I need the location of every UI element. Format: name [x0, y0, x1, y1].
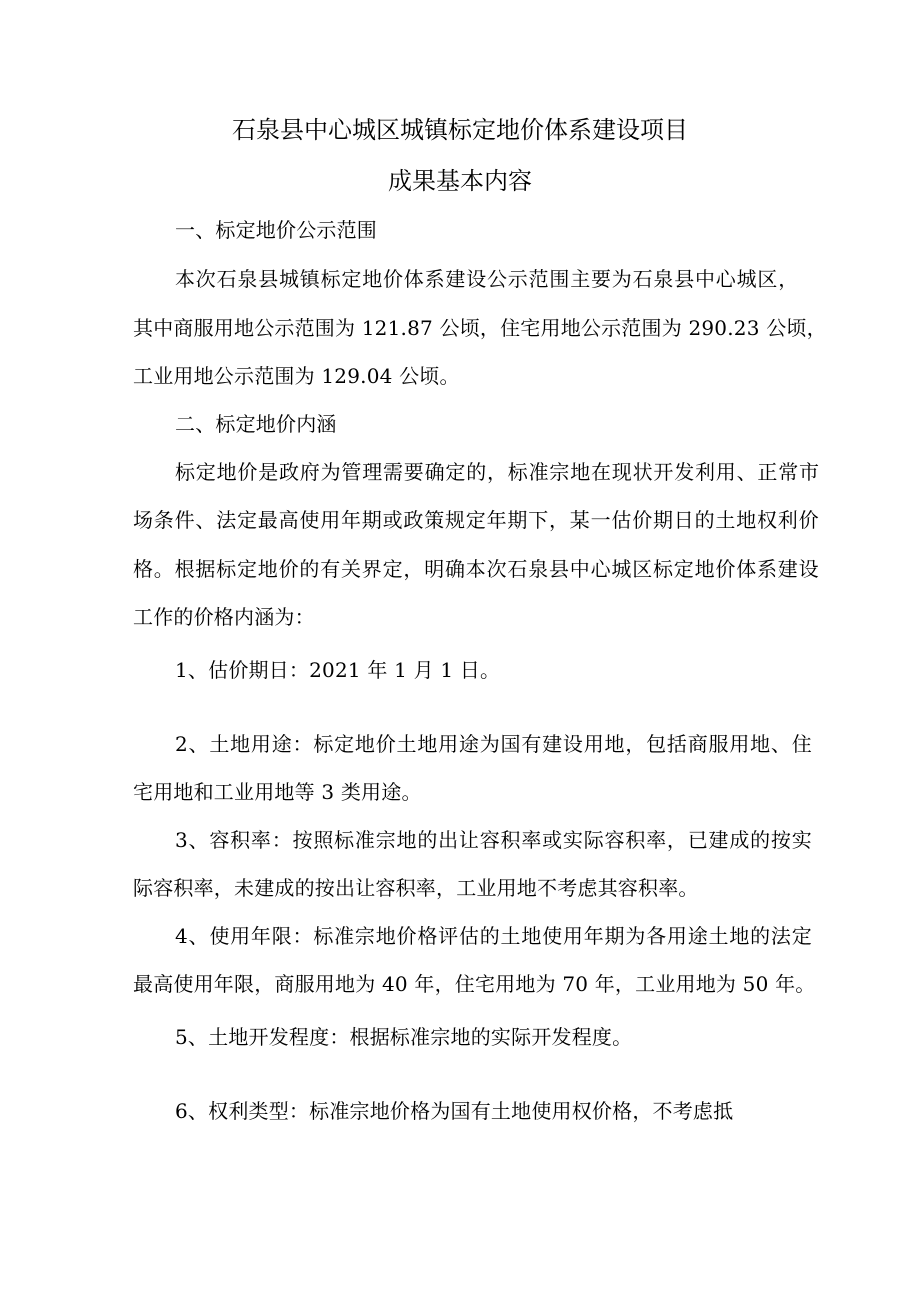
document-title: 石泉县中心城区城镇标定地价体系建设项目 — [232, 116, 688, 144]
item1-line: 1、估价期日：2021 年 1 月 1 日。 — [175, 658, 501, 682]
item2-line: 2、土地用途：标定地价土地用途为国有建设用地，包括商服用地、住 — [175, 732, 813, 756]
item3-line: 3、容积率：按照标准宗地的出让容积率或实际容积率，已建成的按实 — [175, 828, 813, 852]
item3-line: 际容积率，未建成的按出让容积率，工业用地不考虑其容积率。 — [133, 876, 699, 900]
section1-para-line: 本次石泉县城镇标定地价体系建设公示范围主要为石泉县中心城区， — [175, 267, 799, 291]
item5-line: 5、土地开发程度：根据标准宗地的实际开发程度。 — [175, 1025, 633, 1049]
section1-para-line: 工业用地公示范围为 129.04 公顷。 — [133, 364, 460, 388]
section2-heading: 二、标定地价内涵 — [175, 412, 337, 436]
item2-line: 宅用地和工业用地等 3 类用途。 — [133, 780, 422, 804]
section1-heading: 一、标定地价公示范围 — [175, 218, 377, 242]
item6-line: 6、权利类型：标准宗地价格为国有土地使用权价格，不考虑抵 — [175, 1099, 734, 1123]
section2-para-line: 格。根据标定地价的有关界定，明确本次石泉县中心城区标定地价体系建设 — [133, 557, 820, 581]
section2-para-line: 标定地价是政府为管理需要确定的，标准宗地在现状开发利用、正常市 — [175, 460, 820, 484]
section2-para-line: 工作的价格内涵为： — [133, 605, 315, 629]
item4-line: 4、使用年限：标准宗地价格评估的土地使用年期为各用途土地的法定 — [175, 924, 813, 948]
section1-para-line: 其中商服用地公示范围为 121.87 公顷，住宅用地公示范围为 290.23 公顷， — [133, 316, 827, 340]
item4-line: 最高使用年限，商服用地为 40 年，住宅用地为 70 年，工业用地为 50 年。 — [133, 972, 816, 996]
document-subtitle: 成果基本内容 — [388, 167, 532, 195]
section2-para-line: 场条件、法定最高使用年期或政策规定年期下，某一估价期日的土地权利价 — [133, 508, 820, 532]
